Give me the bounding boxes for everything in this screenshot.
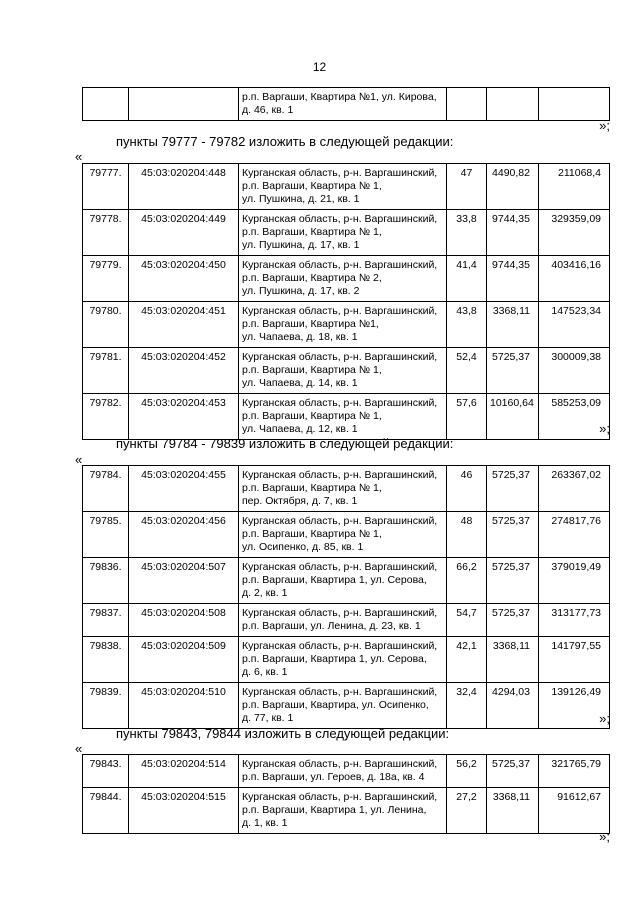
table-row (83, 210, 610, 256)
address-line: д. 1, кв. 1 (242, 817, 288, 829)
address-line: пер. Октября, д. 7, кв. 1 (242, 495, 358, 507)
address-line: р.п. Варгаши, Квартира № 1, (242, 410, 382, 422)
table-row (83, 604, 610, 637)
opening-quote: « (75, 741, 83, 756)
closing-quote: »; (599, 421, 610, 436)
table-row (83, 683, 610, 729)
cell-number: 79844. (83, 788, 129, 834)
cell-price: 3368,11 (487, 302, 539, 348)
cell-cadastral: 45:03:020204:456 (129, 512, 239, 558)
address-line: д. 46, кв. 1 (242, 104, 294, 116)
section-heading: пункты 79843, 79844 изложить в следующей редакции: (116, 726, 450, 741)
cell-area: 52,4 (447, 348, 487, 394)
cell-number: 79837. (83, 604, 129, 637)
opening-quote: « (75, 452, 83, 467)
address-line: ул. Пушкина, д. 17, кв. 1 (242, 239, 360, 251)
cell-address (239, 604, 447, 637)
cell-value: 321765,79 (539, 755, 610, 788)
cell-cadastral: 45:03:020204:508 (129, 604, 239, 637)
closing-quote: »; (599, 829, 610, 844)
cell-area: 41,4 (447, 256, 487, 302)
address-line: Курганская область, р-н. Варгашинский, (242, 469, 438, 481)
address-line: р.п. Варгаши, Квартира № 1, (242, 482, 382, 494)
cell-price: 5725,37 (487, 604, 539, 637)
cell-cadastral: 45:03:020204:514 (129, 755, 239, 788)
cell-cadastral: 45:03:020204:510 (129, 683, 239, 729)
cell-area: 27,2 (447, 788, 487, 834)
address-line: Курганская область, р-н. Варгашинский, (242, 259, 438, 271)
address-line: д. 77, кв. 1 (242, 712, 294, 724)
address-line: р.п. Варгаши, Квартира 1, ул. Ленина, (242, 804, 427, 816)
cell-value: 585253,09 (539, 394, 610, 440)
cell-area: 32,4 (447, 683, 487, 729)
cell-cadastral: 45:03:020204:450 (129, 256, 239, 302)
cell-area: 47 (447, 164, 487, 210)
cell-value (539, 88, 610, 121)
cell-value: 329359,09 (539, 210, 610, 256)
address-line: Курганская область, р-н. Варгашинский, (242, 758, 438, 770)
cell-area: 46 (447, 466, 487, 512)
cell-price: 10160,64 (487, 394, 539, 440)
cell-number: 79784. (83, 466, 129, 512)
cell-area: 57,6 (447, 394, 487, 440)
cell-cadastral: 45:03:020204:507 (129, 558, 239, 604)
cell-address (239, 788, 447, 834)
cell-number: 79782. (83, 394, 129, 440)
cell-address (239, 466, 447, 512)
cell-price: 9744,35 (487, 256, 539, 302)
cell-price: 4294,03 (487, 683, 539, 729)
cell-number (83, 88, 129, 121)
cell-cadastral: 45:03:020204:509 (129, 637, 239, 683)
cell-value: 147523,34 (539, 302, 610, 348)
section-table (82, 163, 610, 440)
cell-number: 79781. (83, 348, 129, 394)
cell-address (239, 683, 447, 729)
cell-address (239, 348, 447, 394)
cell-value: 300009,38 (539, 348, 610, 394)
cell-number: 79836. (83, 558, 129, 604)
cell-number: 79777. (83, 164, 129, 210)
address-line: ул. Пушкина, д. 21, кв. 1 (242, 193, 360, 205)
cell-value: 141797,55 (539, 637, 610, 683)
cell-number: 79778. (83, 210, 129, 256)
address-line: Курганская область, р-н. Варгашинский, (242, 167, 438, 179)
address-line: р.п. Варгаши, Квартира № 1, (242, 226, 382, 238)
cell-area: 66,2 (447, 558, 487, 604)
cell-area: 56,2 (447, 755, 487, 788)
cell-address (239, 394, 447, 440)
address-line: р.п. Варгаши, Квартира 1, ул. Серова, (242, 653, 427, 665)
table-row (83, 348, 610, 394)
cell-number: 79838. (83, 637, 129, 683)
cell-value: 274817,76 (539, 512, 610, 558)
closing-quote: »; (599, 711, 610, 726)
cell-number: 79839. (83, 683, 129, 729)
cell-area: 48 (447, 512, 487, 558)
address-line: ул. Чапаева, д. 14, кв. 1 (242, 377, 358, 389)
cell-value: 211068,4 (539, 164, 610, 210)
address-line: р.п. Варгаши, Квартира № 1, (242, 180, 382, 192)
address-line: Курганская область, р-н. Варгашинский, (242, 213, 438, 225)
cell-address (239, 164, 447, 210)
table-row (83, 637, 610, 683)
cell-cadastral (129, 88, 239, 121)
address-line: Курганская область, р-н. Варгашинский, (242, 640, 438, 652)
cell-price: 3368,11 (487, 788, 539, 834)
cell-area (447, 88, 487, 121)
cell-address (239, 210, 447, 256)
cell-value: 139126,49 (539, 683, 610, 729)
address-line: д. 2, кв. 1 (242, 587, 288, 599)
address-line: р.п. Варгаши, Квартира № 1, (242, 528, 382, 540)
address-line: Курганская область, р-н. Варгашинский, (242, 791, 438, 803)
cell-value: 313177,73 (539, 604, 610, 637)
address-line: р.п. Варгаши, ул. Героев, д. 18а, кв. 4 (242, 771, 425, 783)
top-table (82, 87, 610, 121)
cell-cadastral: 45:03:020204:448 (129, 164, 239, 210)
cell-address (239, 558, 447, 604)
address-line: Курганская область, р-н. Варгашинский, (242, 515, 438, 527)
address-line: р.п. Варгаши, Квартира 1, ул. Серова, (242, 574, 427, 586)
table-row (83, 394, 610, 440)
table-row (83, 256, 610, 302)
cell-cadastral: 45:03:020204:515 (129, 788, 239, 834)
cell-price (487, 88, 539, 121)
address-line: Курганская область, р-н. Варгашинский, (242, 607, 438, 619)
cell-price: 5725,37 (487, 512, 539, 558)
table-row (83, 755, 610, 788)
section-heading: пункты 79784 - 79839 изложить в следующей редакции: (116, 436, 454, 451)
table-row (83, 302, 610, 348)
cell-price: 5725,37 (487, 755, 539, 788)
cell-address (239, 512, 447, 558)
cell-cadastral: 45:03:020204:455 (129, 466, 239, 512)
table-row (83, 88, 610, 121)
table-row (83, 558, 610, 604)
address-line: ул. Чапаева, д. 12, кв. 1 (242, 423, 358, 435)
cell-area: 43,8 (447, 302, 487, 348)
cell-address (239, 755, 447, 788)
address-line: ул. Чапаева, д. 18, кв. 1 (242, 331, 358, 343)
cell-cadastral: 45:03:020204:453 (129, 394, 239, 440)
cell-cadastral: 45:03:020204:452 (129, 348, 239, 394)
address-line: Курганская область, р-н. Варгашинский, (242, 351, 438, 363)
cell-price: 3368,11 (487, 637, 539, 683)
opening-quote: « (75, 149, 83, 164)
cell-address (239, 88, 447, 121)
cell-price: 9744,35 (487, 210, 539, 256)
section-table (82, 465, 610, 729)
cell-address (239, 637, 447, 683)
cell-number: 79780. (83, 302, 129, 348)
table-row (83, 466, 610, 512)
page-number: 12 (312, 60, 327, 74)
cell-value: 91612,67 (539, 788, 610, 834)
cell-cadastral: 45:03:020204:449 (129, 210, 239, 256)
address-line: Курганская область, р-н. Варгашинский, (242, 305, 438, 317)
cell-number: 79779. (83, 256, 129, 302)
cell-price: 5725,37 (487, 466, 539, 512)
section-heading: пункты 79777 - 79782 изложить в следующей редакции: (116, 134, 454, 149)
address-line: р.п. Варгаши, Квартира №1, (242, 318, 379, 330)
cell-price: 4490,82 (487, 164, 539, 210)
cell-value: 263367,02 (539, 466, 610, 512)
address-line: ул. Пушкина, д. 17, кв. 2 (242, 285, 360, 297)
cell-area: 42,1 (447, 637, 487, 683)
table-row (83, 164, 610, 210)
cell-price: 5725,37 (487, 558, 539, 604)
address-line: р.п. Варгаши, Квартира №1, ул. Кирова, (242, 91, 437, 103)
cell-area: 54,7 (447, 604, 487, 637)
cell-area: 33,8 (447, 210, 487, 256)
cell-number: 79785. (83, 512, 129, 558)
cell-address (239, 256, 447, 302)
closing-quote: »; (599, 118, 610, 133)
address-line: р.п. Варгаши, Квартира № 2, (242, 272, 382, 284)
cell-number: 79843. (83, 755, 129, 788)
address-line: ул. Осипенко, д. 85, кв. 1 (242, 541, 364, 553)
cell-cadastral: 45:03:020204:451 (129, 302, 239, 348)
cell-price: 5725,37 (487, 348, 539, 394)
table-row (83, 788, 610, 834)
address-line: р.п. Варгаши, Квартира, ул. Осипенко, (242, 699, 429, 711)
address-line: д. 6, кв. 1 (242, 666, 288, 678)
address-line: Курганская область, р-н. Варгашинский, (242, 397, 438, 409)
section-table (82, 754, 610, 834)
address-line: Курганская область, р-н. Варгашинский, (242, 561, 438, 573)
address-line: р.п. Варгаши, Квартира № 1, (242, 364, 382, 376)
address-line: р.п. Варгаши, ул. Ленина, д. 23, кв. 1 (242, 620, 421, 632)
cell-value: 403416,16 (539, 256, 610, 302)
table-row (83, 512, 610, 558)
cell-value: 379019,49 (539, 558, 610, 604)
cell-address (239, 302, 447, 348)
address-line: Курганская область, р-н. Варгашинский, (242, 686, 438, 698)
